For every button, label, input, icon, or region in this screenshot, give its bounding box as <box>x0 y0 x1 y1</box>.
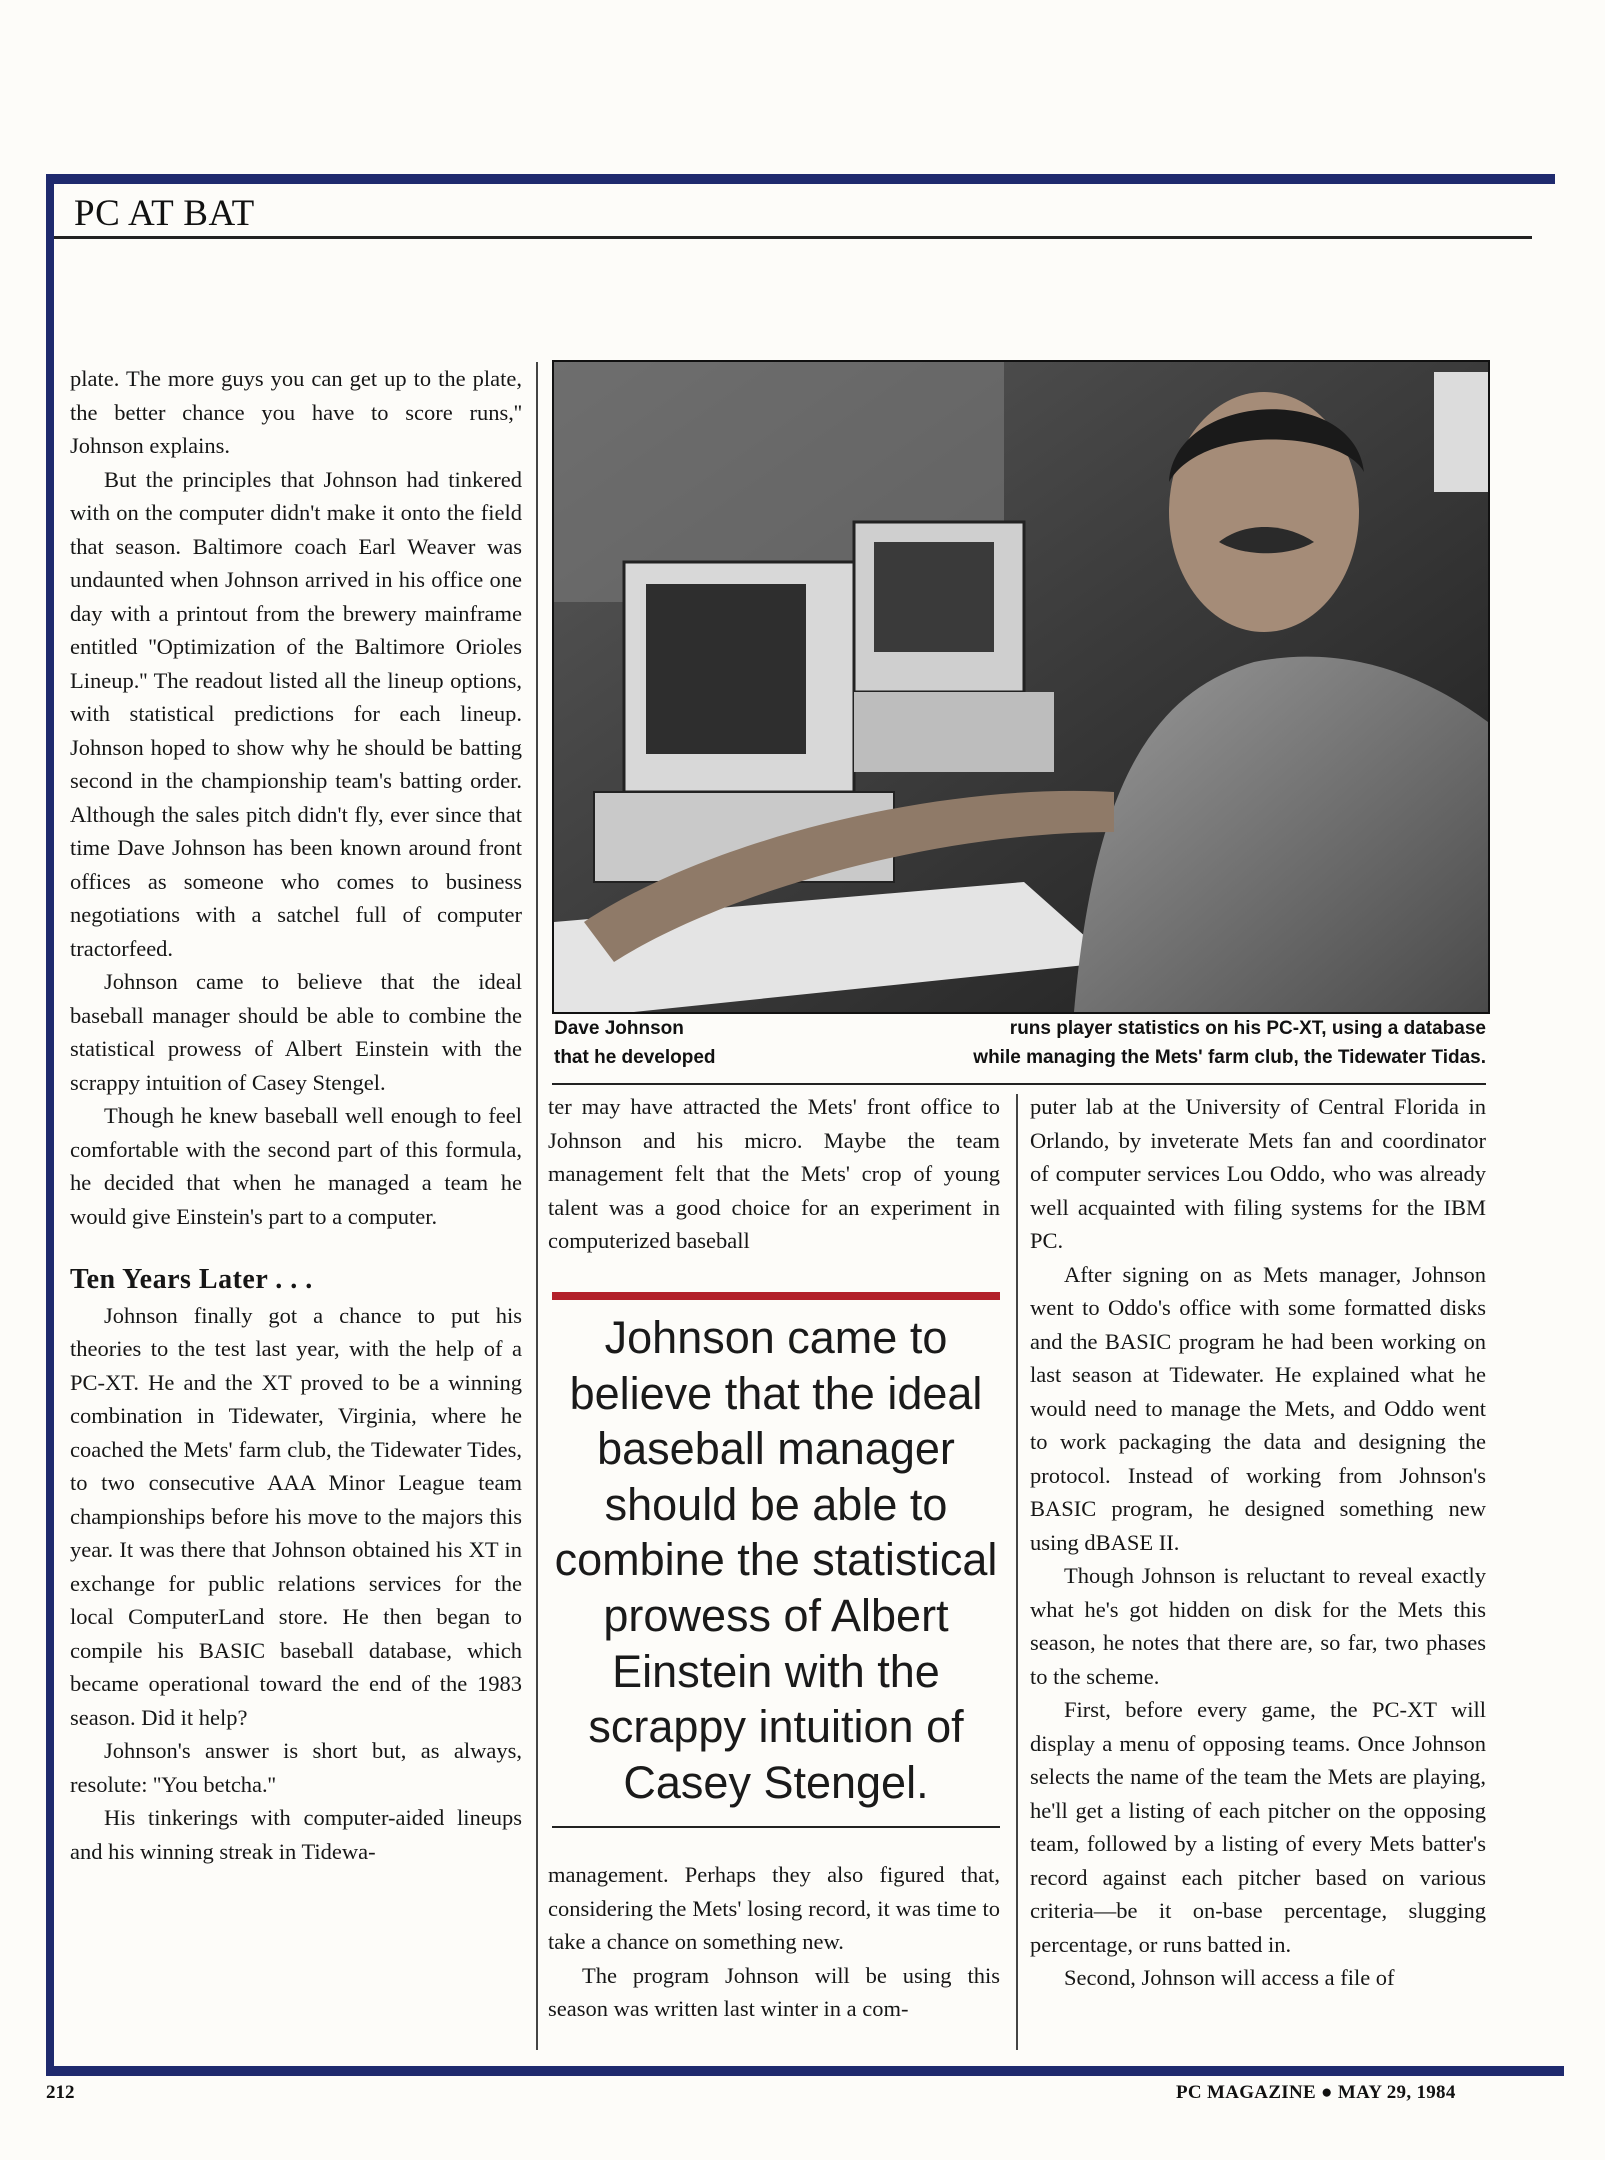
photo-caption-right <box>860 1014 1486 1072</box>
article-column-2-top <box>548 1090 1000 1258</box>
left-rule <box>46 174 54 2074</box>
photo-illustration <box>554 362 1488 1012</box>
paragraph: The program Johnson will be using this season was written last winter in a com- <box>548 1962 1000 2021</box>
paragraph: Second, Johnson will access a file of <box>1064 1965 1395 1990</box>
paragraph: Johnson finally got a chance to put his theories to the test last year, with the help of a PC-XT. He and the XT proved to be a winning combination in Tidewater, Virginia, where he coached the Mets' farm club, the Tidewater Tides, to two consecutive AAA Minor League team championships before his move to the majors this year. It was there that Johnson obtained his XT in exchange for public relations services for the local ComputerLand store. He then began to compile his BASIC baseball database, which became operational toward the end of the 1983 season. Did it help? <box>70 1302 522 1730</box>
column-divider <box>1016 1094 1018 2050</box>
article-column-2-bottom <box>548 1858 1000 2026</box>
article-column-3 <box>1030 1090 1486 1995</box>
paragraph: But the principles that Johnson had tinkered with on the computer didn't make it onto the field that season. Baltimore coach Earl Weaver was undaunted when Johnson arrived in his office one day with a printout from the brewery mainframe entitled ''Optimization of the Baltimore Orioles Lineup.'' The readout listed all the lineup options, with statistical predictions for each lineup. Johnson hoped to show why he should be batting second in the championship team's batting order. Although the sales pitch didn't fly, ever since that time Dave Johnson has been known around front offices as someone who comes to business negotiations with a satchel full of computer tractorfeed. <box>70 466 522 961</box>
caption-line: while managing the Mets' farm club, the Tidewater Tidas. <box>973 1047 1486 1068</box>
caption-line: Dave Johnson <box>554 1018 684 1039</box>
paragraph: After signing on as Mets manager, Johnson went to Oddo's office with some formatted disks and the BASIC program he had been working on last season at Tidewater. He explained what he would need to manage the Mets, and Oddo went to work packaging the data and designing the protocol. Instead of working from Johnson's BASIC program, he designed something new using dBASE II. <box>1030 1261 1486 1555</box>
photo-caption-left <box>554 1014 834 1072</box>
section-title: PC AT BAT <box>74 193 255 234</box>
caption-rule <box>552 1083 1486 1085</box>
caption-line: runs player statistics on his PC-XT, using a database <box>1009 1018 1486 1039</box>
paragraph: Though Johnson is reluctant to reveal exactly what he's got hidden on disk for the Mets this season, he notes that there are, so far, two phases to the scheme. <box>1030 1563 1486 1689</box>
paragraph: plate. The more guys you can get up to the plate, the better chance you have to score runs,'' Johnson explains. <box>70 366 522 458</box>
pullquote-top-rule <box>552 1292 1000 1300</box>
publication-footer: PC MAGAZINE ● MAY 29, 1984 <box>1176 2082 1456 2103</box>
page-number: 212 <box>46 2082 75 2103</box>
photo-dave-johnson-at-pc <box>552 360 1490 1014</box>
paragraph: Johnson came to believe that the ideal baseball manager should be able to combine the statistical prowess of Albert Einstein with the scrappy intuition of Casey Stengel. <box>70 969 522 1095</box>
paragraph: puter lab at the University of Central Florida in Orlando, by inveterate Mets fan and coordinator of computer services Lou Oddo, who was already well acquainted with filing systems for the IBM PC. <box>1030 1094 1486 1253</box>
pullquote: Johnson came to believe that the ideal baseball manager should be able to combine the statistical prowess of Albert Einstein with the scrappy intuition of Casey Stengel. <box>554 1312 998 1808</box>
bottom-rule <box>46 2066 1564 2076</box>
caption-line: that he developed <box>554 1047 716 1068</box>
paragraph: Johnson's answer is short but, as always, resolute: ''You betcha.'' <box>70 1738 522 1797</box>
paragraph: Though he knew baseball well enough to feel comfortable with the second part of this formula, he decided that when he managed a team he would give Einstein's part to a computer. <box>70 1103 522 1229</box>
column-divider <box>536 362 538 2050</box>
article-column-1 <box>70 362 522 1868</box>
top-rule <box>46 174 1555 184</box>
header-underline <box>54 236 1532 239</box>
paragraph: His tinkerings with computer-aided lineups and his winning streak in Tidewa- <box>70 1805 522 1864</box>
paragraph: ter may have attracted the Mets' front office to Johnson and his micro. Maybe the team management felt that the Mets' crop of young talent was a good choice for an experiment in computerized baseball <box>548 1094 1000 1253</box>
paragraph: management. Perhaps they also figured that, considering the Mets' losing record, it was time to take a chance on something new. <box>548 1862 1000 1954</box>
subhead: Ten Years Later . . . <box>70 1264 313 1295</box>
pullquote-bottom-rule <box>552 1826 1000 1828</box>
paragraph: First, before every game, the PC-XT will display a menu of opposing teams. Once Johnson selects the name of the team the Mets are playing, he'll get a listing of each pitcher on the opposing team, followed by a listing of every Mets batter's record against each pitcher based on various criteria—be it on-base percentage, slugging percentage, or runs batted in. <box>1030 1697 1486 1957</box>
